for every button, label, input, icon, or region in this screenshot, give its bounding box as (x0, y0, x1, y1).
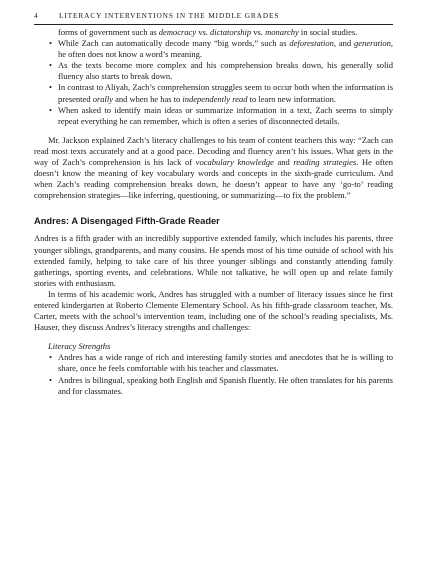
list-item-text: In contrast to Aliyah, Zach’s comprehension struggles seem to occur both when the information is presented orally and when he has to independently read to learn new information. (58, 82, 393, 104)
list-item-text: As the texts become more complex and his comprehension breaks down, his generally solid fluency also starts to break down. (58, 60, 393, 82)
subheading-literacy-strengths: Literacy Strengths (48, 341, 111, 352)
running-title: LITERACY INTERVENTIONS IN THE MIDDLE GRADES (59, 11, 280, 20)
list-item (34, 352, 393, 374)
running-header (34, 11, 393, 20)
list-item (34, 82, 393, 104)
zach-challenges-list (34, 38, 393, 127)
paragraph-andres-academics: In terms of his academic work, Andres has struggled with a number of literacy issues since he first entered kindergarten at Roberto Clemente Elementary School. As his fifth-grade classroom teacher, Ms. Carter, meets with the school’s intervention team, including one of the school’s reading specialists, Ms. Hauser, they discuss Andres’s literacy strengths and challenges: (34, 288, 393, 333)
list-item-text: When asked to identify main ideas or summarize information in a text, Zach seems to simply repeat everything he can remember, which is often a series of disconnected details. (58, 104, 393, 126)
list-item-text: Andres is bilingual, speaking both English and Spanish fluently. He often translates for his parents and for classmates. (58, 374, 393, 396)
bullet-glyph: • (49, 374, 52, 385)
bullet-glyph: • (49, 38, 52, 49)
page-number: 4 (34, 11, 39, 20)
bullet-glyph: • (49, 104, 52, 115)
list-item-text: Andres has a wide range of rich and interesting family stories and anecdotes that he is willing to share, once he feels comfortable with his teacher and classmates. (58, 352, 393, 374)
bullet-continuation: forms of government such as democracy vs. dictatorship vs. monarchy in social studies. (58, 27, 358, 37)
paragraph-andres-intro: Andres is a fifth grader with an incredibly supportive extended family, which includes his parents, three younger siblings, grandparents, and many cousins. He spends most of his time outside of school with his extended family, helping to take care of his three younger siblings and constantly attending family gatherings, sporting events, and celebrations. While not talkative, he will open up and relate family stories with enthusiasm. (34, 233, 393, 288)
header-rule (34, 24, 393, 25)
bullet-glyph: • (49, 60, 52, 71)
list-item (34, 60, 393, 82)
list-item (34, 375, 393, 397)
list-item-text: While Zach can automatically decode many “big words,” such as deforestation, and generation, he often does not know a word’s meaning. (58, 38, 393, 60)
andres-strengths-list (34, 352, 393, 396)
section-heading: Andres: A Disengaged Fifth-Grade Reader (34, 216, 220, 227)
bullet-glyph: • (49, 352, 52, 363)
paragraph-jackson: Mr. Jackson explained Zach’s literacy challenges to his team of content teachers this way: “Zach can read most texts accurately and at a good pace. Decoding and fluency aren’t his issues. What gets in the way of Zach’s comprehension is his lack of vocabulary knowledge and reading strategies. He often doesn’t know the meaning of key vocabulary words and concepts in the sixth-grade curriculum. And when Zach’s reading comprehension breaks down, he doesn’t appear to have any ‘go-to’ reading comprehension strategies—like inferring, questioning, or summarizing—to fix the problem.” (34, 134, 393, 201)
bullet-glyph: • (49, 82, 52, 93)
list-item (34, 38, 393, 60)
page-body (34, 27, 393, 397)
list-item (34, 105, 393, 127)
